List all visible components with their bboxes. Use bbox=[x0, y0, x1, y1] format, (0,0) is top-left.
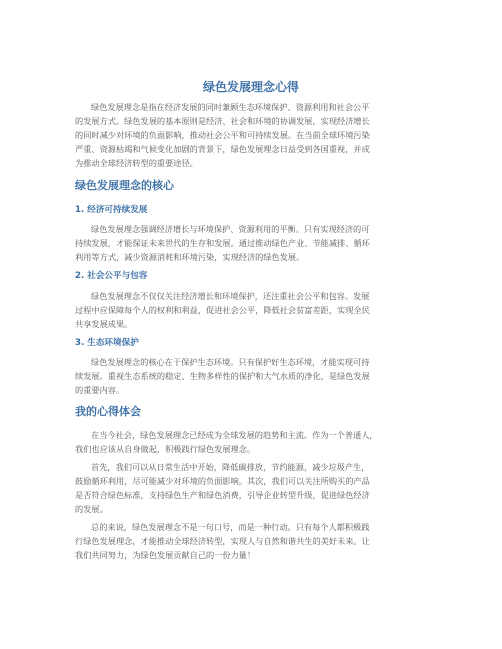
paragraph-ecology: 绿色发展理念的核心在于保护生态环境。只有保护好生态环境，才能实现可持 续发展。重视生态系统的稳定、生物多样性的保护和大气水质的净化，是绿色发展 的重要内容。 bbox=[75, 357, 370, 395]
reflection-paragraph-3: 总的来说，绿色发展理念不是一句口号，而是一种行动。只有每个人都积极践 行绿色发展理念，才能推动全球经济转型，实现人与自然和谐共生的美好未来。让 我们共同努力，为绿色发展贡献自己的一份力量！ bbox=[75, 522, 370, 560]
subheading-economy: 1. 经济可持续发展 bbox=[75, 205, 148, 215]
document-title: 绿色发展理念心得 bbox=[202, 80, 299, 94]
reflection-paragraph-1: 在当今社会，绿色发展理念已经成为全球发展的趋势和主流。作为一个普通人， 我们也应该从自身做起，积极践行绿色发展理念。 bbox=[75, 430, 378, 454]
section-heading-core: 绿色发展理念的核心 bbox=[75, 179, 174, 192]
section-heading-reflection: 我的心得体会 bbox=[75, 405, 141, 418]
reflection-paragraph-2: 首先，我们可以从日常生活中开始，降低碳排放，节约能源，减少垃圾产生， 鼓励循环利用，尽可能减少对环境的负面影响。其次，我们可以关注所购买的产品 是否符合绿色标准，支持绿色生产和绿色消费，引导企业转型升级，促进绿色经济 的发展。 bbox=[75, 462, 370, 514]
intro-paragraph: 绿色发展理念是指在经济发展的同时兼顾生态环境保护、资源利用和社会公平 的发展方式。绿色发展的基本原则是经济、社会和环境的协调发展，实现经济增长 的同时减少对环境的负面影响，推动社会公平和可持续发展。在当前全球环境污染 严重、资源枯竭和气候变化加剧的背景下，绿色发展理念日益受到各国重视，并成 为推动全球经济转型的重要途径。 bbox=[75, 102, 370, 168]
paragraph-economy: 绿色发展理念强调经济增长与环境保护、资源利用的平衡。只有实现经济的可 持续发展，才能保证未来世代的生存和发展。通过推动绿色产业、节能减排、循环 利用等方式，减少资源消耗和环境污染，实现经济的绿色发展。 bbox=[75, 224, 370, 262]
subheading-social: 2. 社会公平与包容 bbox=[75, 271, 148, 281]
paragraph-social: 绿色发展理念不仅仅关注经济增长和环境保护，还注重社会公平和包容。发展 过程中应保障每个人的权利和利益，促进社会公平，降低社会贫富差距，实现全民 共享发展成果。 bbox=[75, 291, 370, 329]
subheading-ecology: 3. 生态环境保护 bbox=[75, 338, 139, 348]
